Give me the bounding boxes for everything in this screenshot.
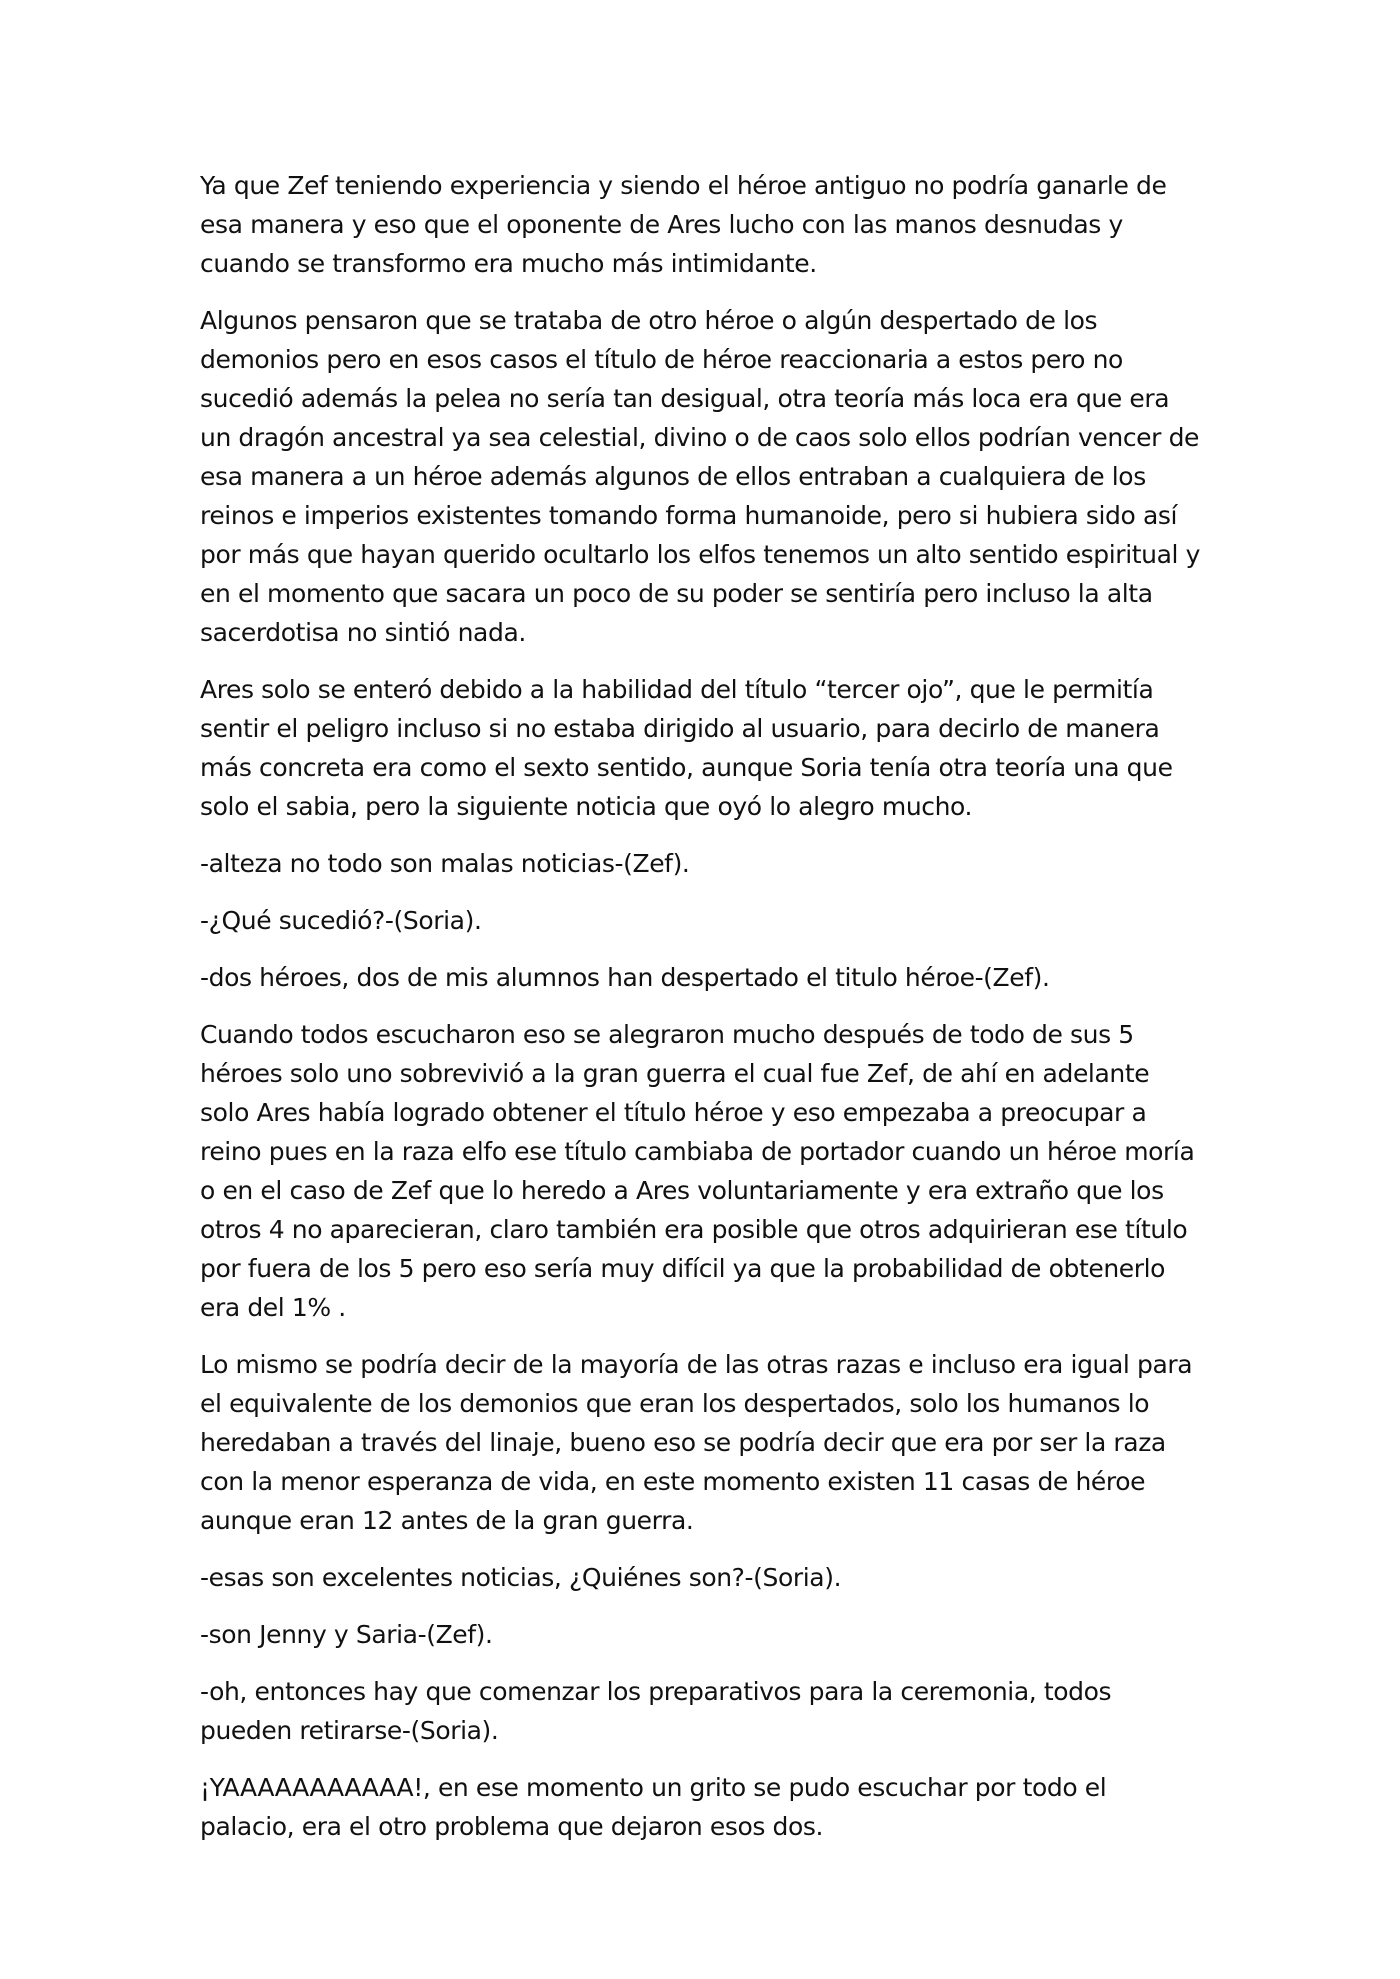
paragraph: Cuando todos escucharon eso se alegraron mucho después de todo de sus 5 héroes solo uno sobrevivió a la gran guerra el cual fue Zef, de ahí en adelante solo Ares había logrado obtener el título héroe y eso empezaba a preocupar a reino pues en la raza elfo ese título cambiaba de portador cuando un héroe moría o en el caso de Zef que lo heredo a Ares voluntariamente y era extraño que los otros 4 no aparecieran, claro también era posible que otros adquirieran ese título por fuera de los 5 pero eso sería muy difícil ya que la probabilidad de obtenerlo era del 1% . <box>200 1020 1195 1322</box>
document-body <box>200 166 1205 1864</box>
dialogue-line: -son Jenny y Saria-(Zef). <box>200 1620 493 1649</box>
paragraph: ¡YAAAAAAAAAAA!, en ese momento un grito se pudo escuchar por todo el palacio, era el otro problema que dejaron esos dos. <box>200 1773 1107 1841</box>
dialogue-line: -esas son excelentes noticias, ¿Quiénes son?-(Soria). <box>200 1563 842 1592</box>
paragraph: Ya que Zef teniendo experiencia y siendo el héroe antiguo no podría ganarle de esa manera y eso que el oponente de Ares lucho con las manos desnudas y cuando se transformo era mucho más intimidante. <box>200 171 1167 278</box>
dialogue-line: -alteza no todo son malas noticias-(Zef). <box>200 849 690 878</box>
paragraph: Lo mismo se podría decir de la mayoría de las otras razas e incluso era igual para el equivalente de los demonios que eran los despertados, solo los humanos lo heredaban a través del linaje, bueno eso se podría decir que era por ser la raza con la menor esperanza de vida, en este momento existen 11 casas de héroe aunque eran 12 antes de la gran guerra. <box>200 1350 1193 1535</box>
dialogue-line: -dos héroes, dos de mis alumnos han despertado el titulo héroe-(Zef). <box>200 963 1050 992</box>
paragraph: Ares solo se enteró debido a la habilidad del título “tercer ojo”, que le permitía sentir el peligro incluso si no estaba dirigido al usuario, para decirlo de manera más concreta era como el sexto sentido, aunque Soria tenía otra teoría una que solo el sabia, pero la siguiente noticia que oyó lo alegro mucho. <box>200 675 1173 821</box>
dialogue-line: -oh, entonces hay que comenzar los preparativos para la ceremonia, todos pueden retirarse-(Soria). <box>200 1677 1112 1745</box>
dialogue-line: -¿Qué sucedió?-(Soria). <box>200 906 482 935</box>
paragraph: Algunos pensaron que se trataba de otro héroe o algún despertado de los demonios pero en esos casos el título de héroe reaccionaria a estos pero no sucedió además la pelea no sería tan desigual, otra teoría más loca era que era un dragón ancestral ya sea celestial, divino o de caos solo ellos podrían vencer de esa manera a un héroe además algunos de ellos entraban a cualquiera de los reinos e imperios existentes tomando forma humanoide, pero si hubiera sido así por más que hayan querido ocultarlo los elfos tenemos un alto sentido espiritual y en el momento que sacara un poco de su poder se sentiría pero incluso la alta sacerdotisa no sintió nada. <box>200 306 1200 647</box>
